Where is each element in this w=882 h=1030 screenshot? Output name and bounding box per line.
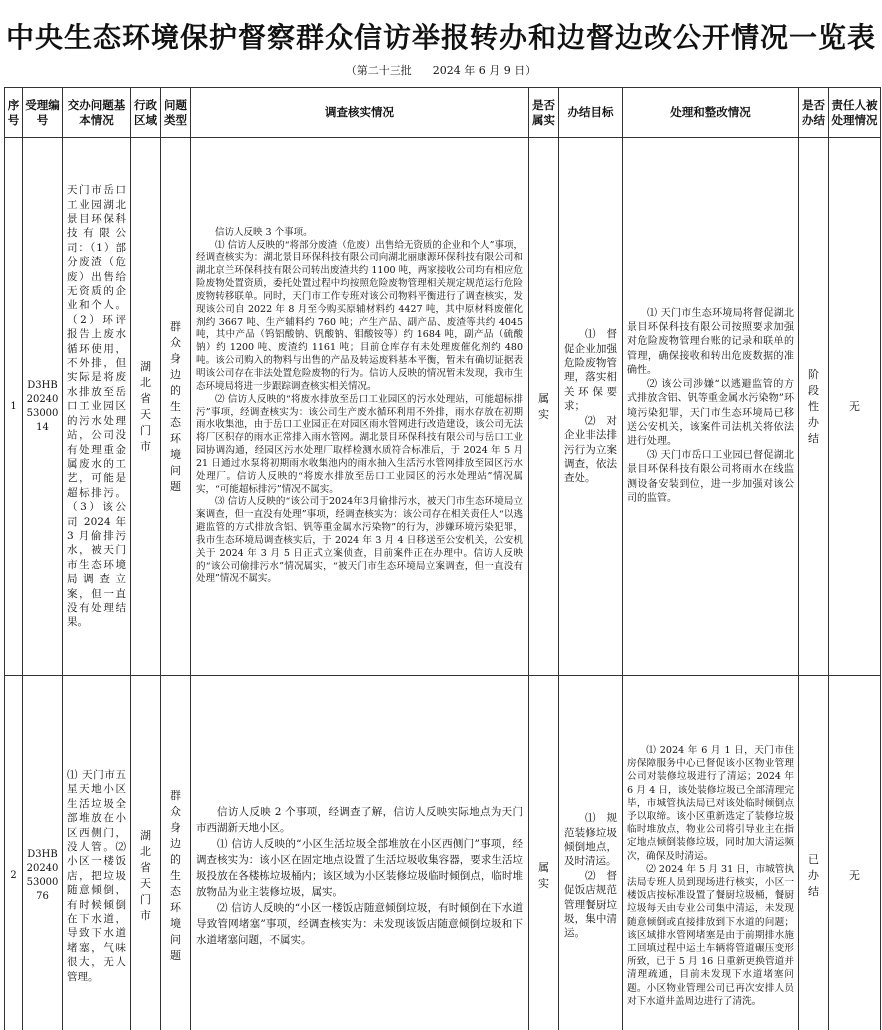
goal-para: ⑵ 督促饭店规范管理餐厨垃圾，集中清运。 <box>564 869 617 940</box>
row-completed: 已办结 <box>799 676 829 1030</box>
row-seq: 1 <box>5 138 23 676</box>
investigation-para: 信访人反映 2 个事项，经调查了解，信访人反映实际地点为天门市西湖新天地小区。 <box>196 806 523 834</box>
investigation-para: ⑵ 信访人反映的“小区一楼饭店随意倾倒垃圾，有时倾倒在下水道导致管网堵塞”事项，经调查核实为：未发现该饭店随意倾倒垃圾和下水道堵塞问题，不属实。 <box>196 902 523 946</box>
header-seq: 序号 <box>5 88 23 138</box>
row-type: 群众身边的生态环境问题 <box>161 676 191 1030</box>
row-accountability: 无 <box>829 138 881 676</box>
header-rectification: 处理和整改情况 <box>623 88 799 138</box>
rectification-para: ⑴ 2024 年 6 月 1 日，天门市住房保障服务中心已督促该小区物业管理公司对装修垃圾进行了清运；2024 年 6 月 4 日，该处装修垃圾已全部清理完毕，市城管执法局已对该处临时倾倒点予以取缔。该小区重新选定了装修垃圾临时堆放点，物业公司将引导业主在指定地点倾倒装修垃圾，同时加大清运频次，确保及时清运。 <box>627 744 794 862</box>
rectification-para: ⑶ 天门市岳口工业园已督促湖北景目环保科技有限公司将雨水在线监测设备安装到位，进一步加强对该公司的监管。 <box>627 450 794 504</box>
rectification-para: ⑵ 该公司涉嫌“以逃避监管的方式排放含铝、钒等重金属水污染物”环境污染犯罪，天门市生态环境局已移送公安机关，该案件司法机关将依法进行处理。 <box>627 379 794 447</box>
row-goal <box>559 676 623 1030</box>
row-rectification <box>623 676 799 1030</box>
goal-para: ⑴ 督促企业加强危险废物管理，落实相关环保要求； <box>564 328 617 413</box>
page-title: 中央生态环境保护督察群众信访举报转办和边督边改公开情况一览表 <box>5 21 876 54</box>
page-subtitle: （第二十三批 2024 年 6 月 9 日） <box>345 64 537 77</box>
investigation-para: ⑶ 信访人反映的“该公司于2024年3月偷排污水，被天门市生态环境局立案调查，但一直没有处理”事项，经调查核实为：该公司存在相关责任人“以逃避监管的方式排放含铝、钒等重金属水污染物”的行为，涉嫌环境污染犯罪，我市生态环境局调查核实后，于 2024 年 3 月 4 日移送至公安机关，公安机关于 2024 年 3 月 5 日正式立案侦查，目前案件正在办理中。信访人反映的“该公司偷排污水”情况属实，“被天门市生态环境局立案调查，但一直没有处理”情况不属实。 <box>196 496 523 585</box>
row-region: 湖北省天门市 <box>131 676 161 1030</box>
header-row <box>5 88 881 138</box>
rectification-para: ⑵ 2024 年 5 月 31 日，市城管执法局专班人员到现场进行核实，小区一楼饭店按标准设置了餐厨垃圾桶，餐厨垃圾每天由专业公司集中清运，未发现随意倾倒或直接排放到下水道的问题；该区域排水管网堵塞是由于前期排水施工回填过程中运土车辆将管道碾压变形所致，已于 5 月 16 日重新更换管道并清理疏通，目前未发现下水道堵塞问题。小区物业管理公司已再次安排人员对下水道井盖周边进行了清洗。 <box>627 863 794 1007</box>
row-completed: 阶段性办结 <box>799 138 829 676</box>
row-basic: ⑴ 天门市五星天地小区生活垃圾全部堆放在小区西侧门，没人管。⑵ 小区一楼饭店，把垃圾随意倾倒，有时候倾倒在下水道，导致下水道堵塞，气味很大，无人管理。 <box>63 676 131 1030</box>
row-verified: 属实 <box>529 138 559 676</box>
table-row <box>5 138 881 676</box>
row-verified: 属实 <box>529 676 559 1030</box>
table-row <box>5 676 881 1030</box>
row-seq: 2 <box>5 676 23 1030</box>
header-basic: 交办问题基本情况 <box>63 88 131 138</box>
row-region: 湖北省天门市 <box>131 138 161 676</box>
row-basic: 天门市岳口工业园湖北景目环保科技有限公司：（1）部分废渣（危废）出售给无资质的企业和个人。（2）环评报告上废水循环使用，不外排，但实际是将废水排放至岳口工业园区的污水处理站，公司没有处理重金属废水的工艺，可能是超标排污。（3）该公司 2024 年 3 月偷排污水，被天门市生态环境局调查立案，但一直没有处理结果。 <box>63 138 131 676</box>
header-type: 问题类型 <box>161 88 191 138</box>
row-goal <box>559 138 623 676</box>
investigation-para: ⑴ 信访人反映的“小区生活垃圾全部堆放在小区西侧门”事项，经调查核实为：该小区在固定地点设置了生活垃圾收集容器，要求生活垃圾投放在各楼栋垃圾桶内；该区域为小区装修垃圾临时倾倒点，临时堆放物品为业主装修垃圾，属实。 <box>196 838 523 898</box>
investigation-para: ⑴ 信访人反映的“将部分废渣（危废）出售给无资质的企业和个人”事项，经调查核实为：湖北景目环保科技有限公司向湖北丽康源环保科技有限公司和湖北京兰环保科技有限公司转出废渣共约 1100 吨，两家接收公司均有相应危险废物处置资质，委托处置过程中均按照危险废物管理相关规定规范运行危险废物转移联单。同时，天门市工作专班对该公司物料平衡进行了调查核实，发现该公司自 2022 年 8 月至今购买原辅材料约 4427 吨，其中原材料废催化剂约 3667 吨、生产辅料约 760 吨；产生产品、副产品、废渣等共约 4045 吨，其中产品（钨铝酸钠、钒酸钠、钼酸铵等）约 1684 吨，副产品（硫酸钠）约 1200 吨、废渣约 1161 吨；目前仓库存有未处理废催化剂约 480 吨。该公司购入的物料与出售的产品及转运废料基本平衡，暂未有确切证据表明该公司存在非法处置危险废物的行为。信访人反映的情况暂未发现，我市生态环境局将进一步跟踪调查核实相关情况。 <box>196 239 523 392</box>
row-id: D3HB202405300076 <box>23 676 63 1030</box>
investigation-para: 信访人反映 3 个事项。 <box>215 226 313 238</box>
header-region: 行政区域 <box>131 88 161 138</box>
goal-para: ⑵ 对企业非法排污行为立案调查，依法查处。 <box>564 414 617 485</box>
row-investigation <box>191 676 529 1030</box>
disclosure-table <box>4 87 881 1030</box>
header-verified: 是否属实 <box>529 88 559 138</box>
header-accountability: 责任人被处理情况 <box>829 88 881 138</box>
row-accountability: 无 <box>829 676 881 1030</box>
row-investigation <box>191 138 529 676</box>
rectification-para: ⑴ 天门市生态环境局将督促湖北景目环保科技有限公司按照要求加强对危险废物管理台账的记录和联单的管理，确保接收和转出危废数据的准确性。 <box>627 308 794 376</box>
header-investigation: 调查核实情况 <box>191 88 529 138</box>
row-id: D3HB202405300014 <box>23 138 63 676</box>
row-rectification <box>623 138 799 676</box>
investigation-para: ⑵ 信访人反映的“将废水排放至岳口工业园区的污水处理站，可能超标排污”事项，经调查核实为：该公司生产废水循环利用不外排，雨水存放在初期雨水收集池，由于岳口工业园正在对园区雨水管网进行改造建设，该公司无法将厂区积存的雨水正常排入雨水管网。湖北景目环保科技有限公司与岳口工业园协调沟通，经园区污水处理厂取样检测水质符合标准后，于 2024 年 5 月 21 日通过水泵将初期雨水收集池内的雨水抽入生活污水管网排放至园区污水处理厂。信访人反映的“将废水排放至岳口工业园区的污水处理站”情况属实，“可能超标排污”情况不属实。 <box>196 393 523 495</box>
header-id: 受理编号 <box>23 88 63 138</box>
header-completed: 是否办结 <box>799 88 829 138</box>
header-goal: 办结目标 <box>559 88 623 138</box>
goal-para: ⑴ 规范装修垃圾倾倒地点，及时清运。 <box>564 812 617 868</box>
row-type: 群众身边的生态环境问题 <box>161 138 191 676</box>
